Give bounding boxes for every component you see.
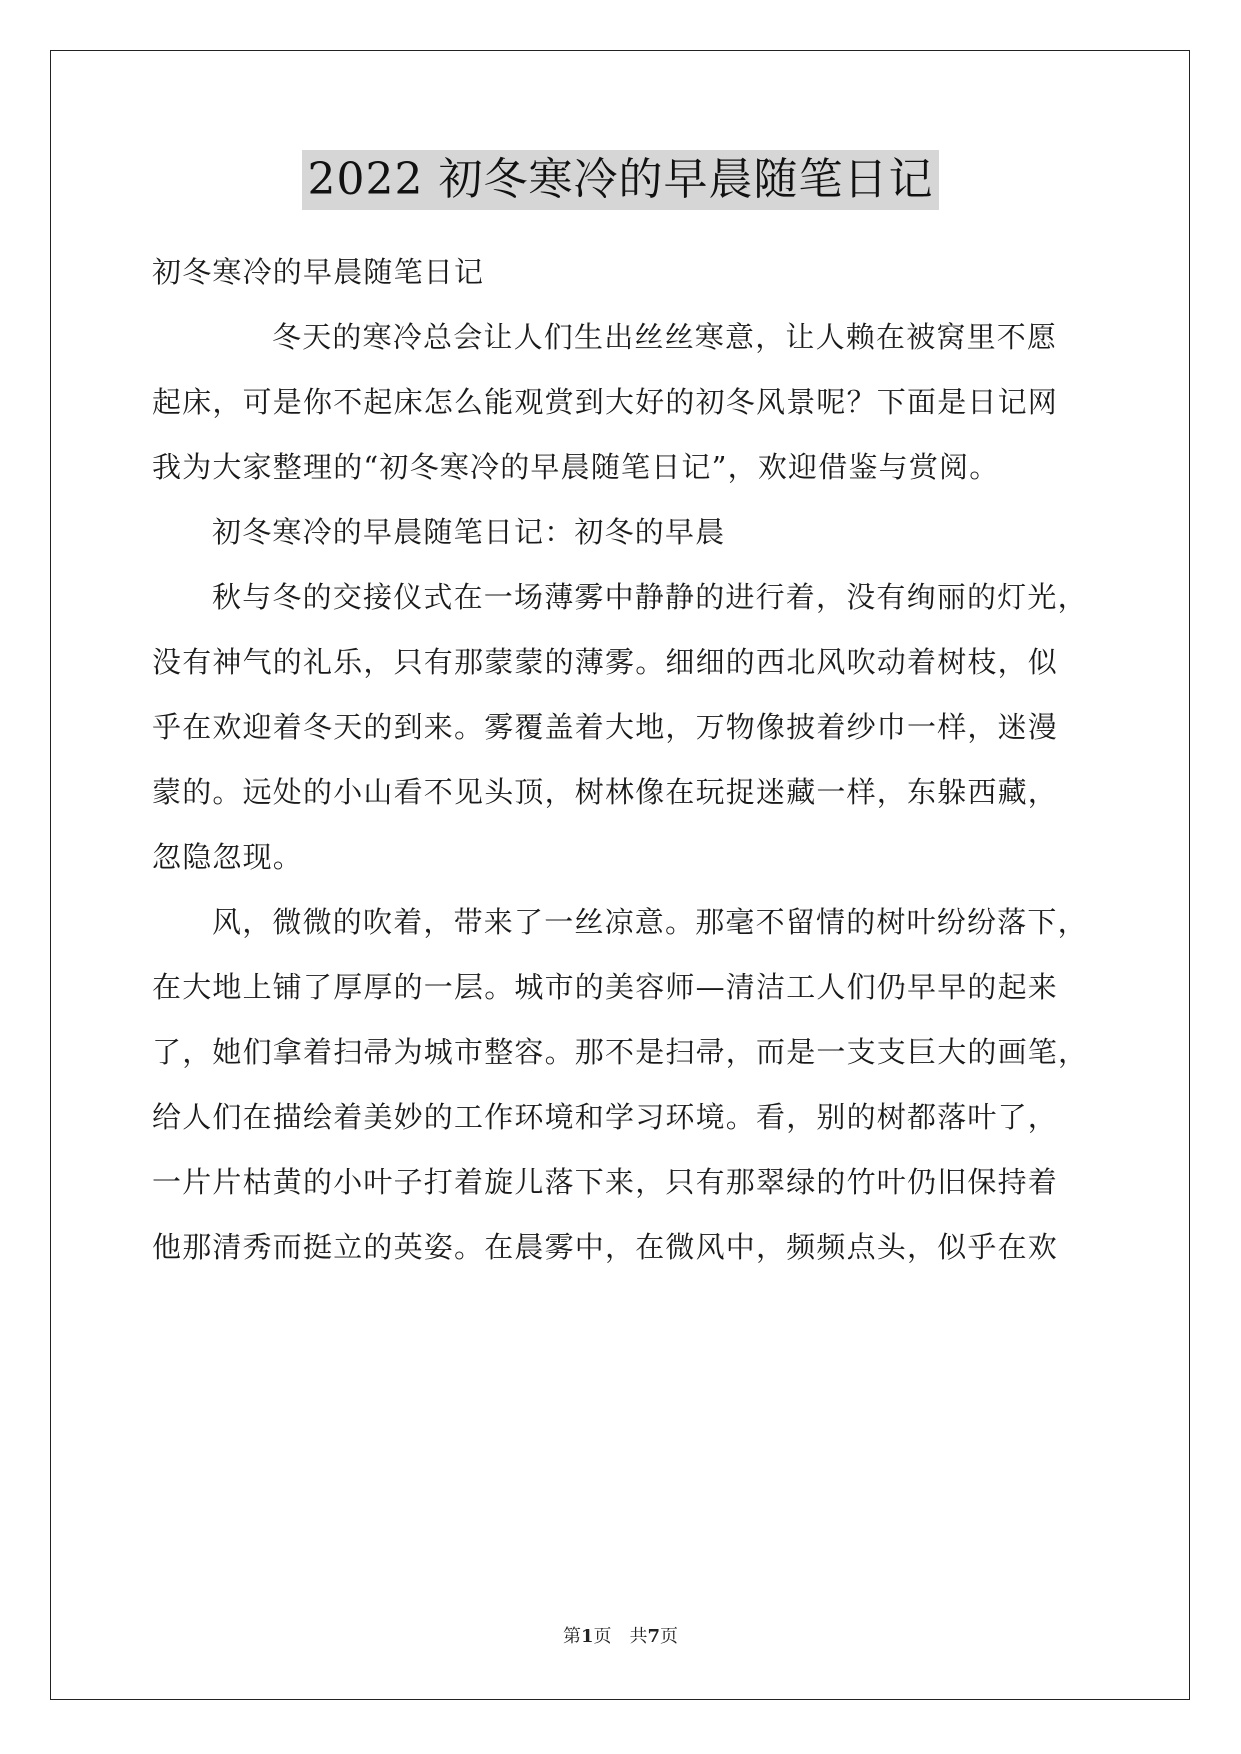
page-suffix: 页 bbox=[660, 1626, 679, 1647]
paragraph-line: 一片片枯黄的小叶子打着旋儿落下来，只有那翠绿的竹叶仍旧保持着 bbox=[152, 1165, 1059, 1199]
current-page-number: 1 bbox=[580, 1626, 594, 1647]
total-page-number: 7 bbox=[647, 1626, 661, 1647]
document-body bbox=[152, 240, 1092, 1280]
page-footer bbox=[0, 1622, 1241, 1648]
paragraph-line: 风，微微的吹着，带来了一丝凉意。那毫不留情的树叶纷纷落下， bbox=[212, 905, 1088, 939]
paragraph-line: 没有神气的礼乐，只有那蒙蒙的薄雾。细细的西北风吹动着树枝，似 bbox=[152, 645, 1059, 679]
page-prefix: 第 bbox=[562, 1626, 581, 1647]
title-container bbox=[0, 150, 1241, 210]
paragraph-line: 我为大家整理的“初冬寒冷的早晨随笔日记”，欢迎借鉴与赏阅。 bbox=[152, 450, 1000, 484]
page-middle: 页 共 bbox=[593, 1626, 648, 1647]
paragraph-line: 给人们在描绘着美妙的工作环境和学习环境。看，别的树都落叶了， bbox=[152, 1100, 1059, 1134]
paragraph-line: 乎在欢迎着冬天的到来。雾覆盖着大地，万物像披着纱巾一样，迷漫 bbox=[152, 710, 1059, 744]
section-heading: 初冬寒冷的早晨随笔日记：初冬的早晨 bbox=[212, 515, 726, 549]
paragraph-line: 冬天的寒冷总会让人们生出丝丝寒意，让人赖在被窝里不愿 bbox=[272, 320, 1058, 354]
paragraph-line: 在大地上铺了厚厚的一层。城市的美容师—清洁工人们仍早早的起来 bbox=[152, 970, 1059, 1004]
paragraph-line: 了，她们拿着扫帚为城市整容。那不是扫帚，而是一支支巨大的画笔， bbox=[152, 1035, 1089, 1069]
paragraph-line: 起床，可是你不起床怎么能观赏到大好的初冬风景呢？下面是日记网 bbox=[152, 385, 1059, 419]
paragraph-line: 蒙的。远处的小山看不见头顶，树林像在玩捉迷藏一样，东躲西藏， bbox=[152, 775, 1059, 809]
paragraph-line: 忽隐忽现。 bbox=[152, 840, 304, 874]
paragraph-line: 他那清秀而挺立的英姿。在晨雾中，在微风中，频频点头，似乎在欢 bbox=[152, 1230, 1059, 1264]
paragraph-line: 秋与冬的交接仪式在一场薄雾中静静的进行着，没有绚丽的灯光， bbox=[212, 580, 1088, 614]
subtitle-line: 初冬寒冷的早晨随笔日记 bbox=[152, 255, 485, 289]
document-title: 2022 初冬寒冷的早晨随笔日记 bbox=[302, 150, 940, 210]
